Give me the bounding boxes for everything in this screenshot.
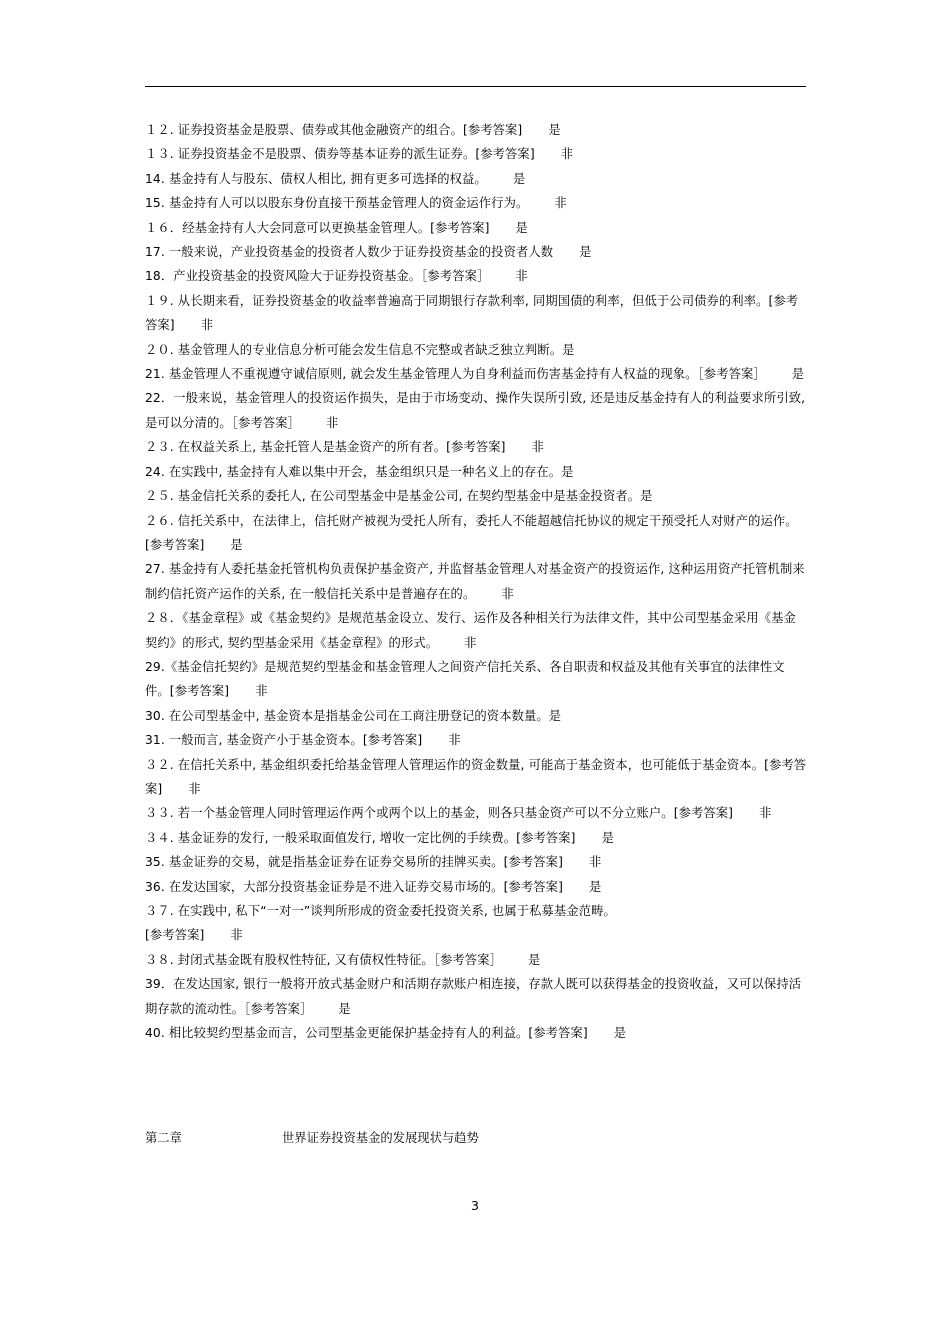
list-item: 39．在发达国家, 银行一般将开放式基金财户和活期存款账户相连接，存款人既可以获得基金的投资收益，又可以保持活期存款的流动性。［参考答案］ 是 xyxy=(145,972,807,1021)
answer-label: 是 xyxy=(613,1026,627,1041)
answer-label: 非 xyxy=(554,196,567,211)
list-item: １３. 证券投资基金不是股票、债券等基本证券的派生证券。[参考答案] 非 xyxy=(145,142,807,166)
list-item: ３７. 在实践中, 私下“一对一”谈判所形成的资金委托投资关系, 也属于私募基金范畴。 xyxy=(145,904,616,918)
list-item: １６．经基金持有人大会同意可以更换基金管理人。[参考答案] 是 xyxy=(145,216,807,240)
answer-label: 非 xyxy=(531,440,544,455)
list-item: ３４. 基金证券的发行, 一般采取面值发行, 增收一定比例的手续费。[参考答案] 是 xyxy=(145,826,807,850)
answer-label: 是 xyxy=(528,952,541,967)
answer-label: 非 xyxy=(230,928,243,943)
answer-label: 非 xyxy=(588,855,602,870)
list-item: １２. 证券投资基金是股票、债券或其他金融资产的组合。[参考答案] 是 xyxy=(145,118,807,142)
header-rule xyxy=(145,86,806,87)
list-item: 17. 一般来说，产业投资基金的投资者人数少于证券投资基金的投资者人数 是 xyxy=(145,240,807,264)
answer-label: 非 xyxy=(501,586,514,601)
list-item: 40. 相比较契约型基金而言，公司型基金更能保护基金持有人的利益。[参考答案] 是 xyxy=(145,1021,807,1045)
list-item: 15. 基金持有人可以以股东身份直接干预基金管理人的资金运作行为。 非 xyxy=(145,191,807,215)
answer-label: 非 xyxy=(188,781,201,796)
answer-label: 非 xyxy=(255,684,268,699)
question-list xyxy=(145,118,807,1045)
list-item: ３２. 在信托关系中, 基金组织委托给基金管理人管理运作的资金数量, 可能高于基金资本，也可能低于基金资本。[参考答案] 非 xyxy=(145,753,807,802)
answer-label: 是 xyxy=(601,830,614,845)
list-item: ２６. 信托关系中，在法律上，信托财产被视为受托人所有，委托人不能超越信托协议的规定干预受托人对财产的运作。[参考答案] 是 xyxy=(145,509,807,558)
chapter-number: 第二章 xyxy=(145,1131,182,1145)
list-item: 29.《基金信托契约》是规范契约型基金和基金管理人之间资产信托关系、各自职责和权益及其他有关事宜的法律性文件。[参考答案] 非 xyxy=(145,655,807,704)
list-item: ３３. 若一个基金管理人同时管理运作两个或两个以上的基金，则各只基金资产可以不分立账户。[参考答案] 非 xyxy=(145,801,807,825)
list-item: 18．产业投资基金的投资风险大于证券投资基金。［参考答案］ 非 xyxy=(145,264,807,288)
list-item: 35. 基金证券的交易，就是指基金证券在证券交易所的挂牌买卖。[参考答案] 非 xyxy=(145,850,807,874)
list-item: 31. 一般而言, 基金资产小于基金资本。[参考答案] 非 xyxy=(145,728,807,752)
answer-label: 是 xyxy=(548,123,561,137)
chapter-heading xyxy=(145,1128,479,1148)
answer-label: 非 xyxy=(515,269,528,284)
answer-label: 是 xyxy=(230,537,243,552)
list-item: 36. 在发达国家，大部分投资基金证券是不进入证券交易市场的。[参考答案] 是 xyxy=(145,875,807,899)
chapter-title: 世界证券投资基金的发展现状与趋势 xyxy=(282,1131,479,1145)
answer-label: 非 xyxy=(759,806,772,821)
answer-label: 是 xyxy=(512,171,526,186)
list-item: ２８．《基金章程》或《基金契约》是规范基金设立、发行、运作及各种相关行为法律文件，其中公司型基金采用《基金契约》的形式, 契约型基金采用《基金章程》的形式。 非 xyxy=(145,606,807,655)
list-item: ２５. 基金信托关系的委托人, 在公司型基金中是基金公司, 在契约型基金中是基金投资者。是 xyxy=(145,489,653,504)
list-item: 14. 基金持有人与股东、债权人相比, 拥有更多可选择的权益。 是 xyxy=(145,167,807,191)
answer-label: 是 xyxy=(791,367,805,382)
answer-label: 是 xyxy=(338,1001,351,1016)
list-item: 24. 在实践中, 基金持有人难以集中开会，基金组织只是一种名义上的存在。是 xyxy=(145,464,574,479)
list-item: [参考答案] 非 xyxy=(145,923,807,947)
list-item: 27. 基金持有人委托基金托管机构负责保护基金资产, 并监督基金管理人对基金资产的投资运作, 这种运用资产托管机制来制约信托资产运作的关系, 在一般信托关系中是普遍存在的。 非 xyxy=(145,557,807,606)
list-item: ３８. 封闭式基金既有股权性特征, 又有债权性特征。［参考答案］ 是 xyxy=(145,948,807,972)
answer-label: 非 xyxy=(464,635,477,650)
list-item: １９. 从长期来看，证券投资基金的收益率普遍高于同期银行存款利率, 同期国债的利率，但低于公司债券的利率。[参考答案] 非 xyxy=(145,289,807,338)
answer-label: 非 xyxy=(200,318,214,333)
list-item: ２３. 在权益关系上, 基金托管人是基金资产的所有者。[参考答案] 非 xyxy=(145,435,807,459)
list-item: 22．一般来说，基金管理人的投资运作损失，是由于市场变动、操作失误所引致, 还是违反基金持有人的利益要求所引致, 是可以分清的。［参考答案］ 非 xyxy=(145,386,807,435)
list-item: ２０. 基金管理人的专业信息分析可能会发生信息不完整或者缺乏独立判断。是 xyxy=(145,342,575,357)
list-item: 30. 在公司型基金中, 基金资本是指基金公司在工商注册登记的资本数量。是 xyxy=(145,708,562,723)
answer-label: 非 xyxy=(560,147,574,162)
list-item: 21. 基金管理人不重视遵守诚信原则, 就会发生基金管理人为自身利益而伤害基金持有人权益的现象。［参考答案］ 是 xyxy=(145,362,807,386)
answer-label: 是 xyxy=(579,245,592,260)
answer-label: 是 xyxy=(588,879,602,894)
answer-label: 非 xyxy=(326,415,339,430)
answer-label: 非 xyxy=(448,733,461,748)
answer-label: 是 xyxy=(515,220,528,235)
page-number: 3 xyxy=(471,1198,479,1213)
